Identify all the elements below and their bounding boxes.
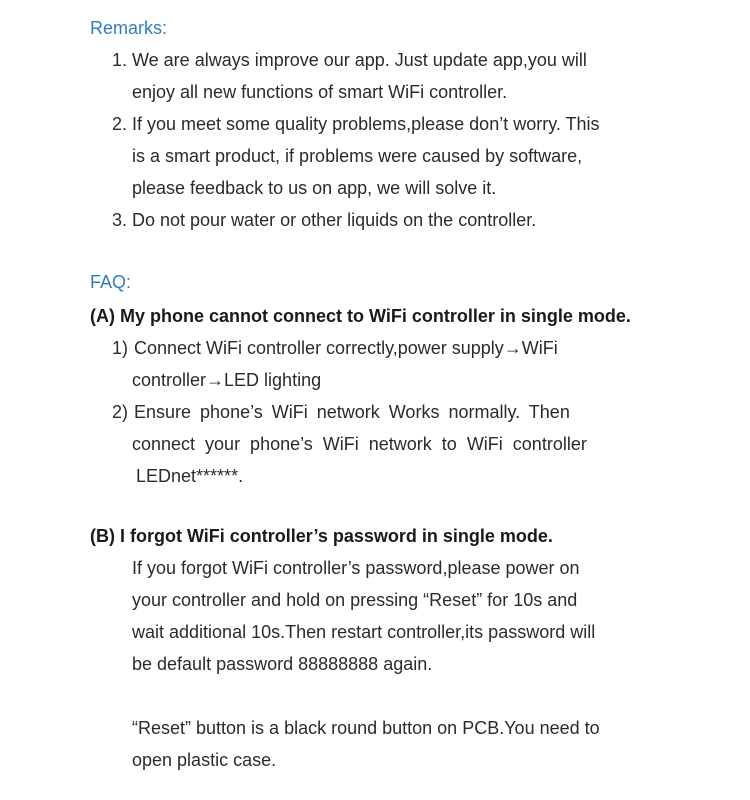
faq-b-para1-line-4: be default password 88888888 again. [132,654,433,674]
faq-a-step-1-line-2: controller→LED lighting [132,370,322,390]
faq-a-step-2-line-2: connect your phone’s WiFi network to WiFi controller [132,434,587,454]
faq-b-para1-line-3: wait additional 10s.Then restart controller,its password will [132,622,596,642]
remark-1-number: 1. [112,50,128,70]
faq-a-step-1-number: 1) [112,338,129,358]
faq-b-para1-line-2: your controller and hold on pressing “Reset” for 10s and [132,590,578,610]
remark-1-line-1: We are always improve our app. Just update app,you will [132,50,587,70]
faq-a-step-1-line-1: Connect WiFi controller correctly,power supply→WiFi [134,338,558,358]
faq-heading: FAQ: [90,272,132,292]
faq-b-para2-line-1: “Reset” button is a black round button on PCB.You need to [132,718,600,738]
remark-3-line-1: Do not pour water or other liquids on the controller. [132,210,537,230]
remark-2-number: 2. [112,114,128,134]
remark-2-line-3: please feedback to us on app, we will solve it. [132,178,497,198]
faq-a-question: (A) My phone cannot connect to WiFi controller in single mode. [90,306,631,326]
remark-2-line-2: is a smart product, if problems were caused by software, [132,146,583,166]
remark-2-line-1: If you meet some quality problems,please don’t worry. This [132,114,600,134]
faq-a-step-2-line-1: Ensure phone’s WiFi network Works normally. Then [134,402,570,422]
faq-b-para1-line-1: If you forgot WiFi controller’s password,please power on [132,558,580,578]
remark-3-number: 3. [112,210,128,230]
faq-b-question: (B) I forgot WiFi controller’s password in single mode. [90,526,553,546]
faq-b-para2-line-2: open plastic case. [132,750,277,770]
remark-1-line-2: enjoy all new functions of smart WiFi controller. [132,82,508,102]
faq-a-step-2-number: 2) [112,402,129,422]
faq-a-step-2-line-3: LEDnet******. [136,466,244,486]
remarks-heading: Remarks: [90,18,168,38]
